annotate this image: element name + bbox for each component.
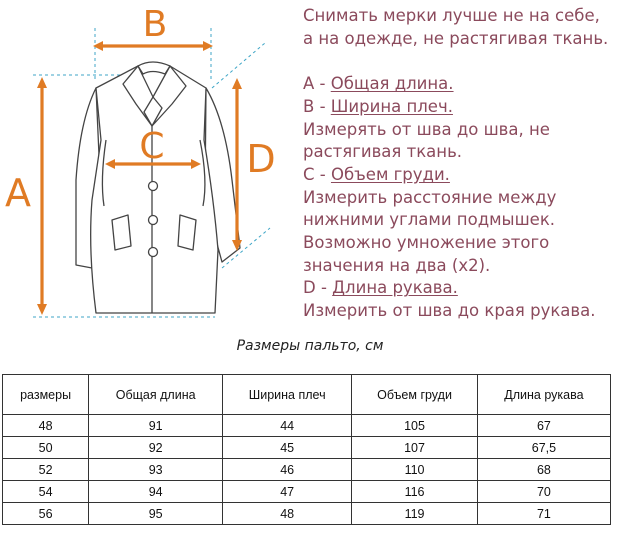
cell-size: 54 [3,481,89,503]
table-header-row [3,375,611,415]
item-c [303,164,618,187]
item-c-prefix: C - [303,164,331,184]
cell-total-length: 94 [89,481,223,503]
table-row [3,481,611,503]
cell-sleeve-length: 67,5 [477,437,610,459]
cell-chest: 119 [352,503,478,525]
table-row [3,437,611,459]
cell-shoulder-width: 48 [223,503,352,525]
header-total-length: Общая длина [89,375,223,415]
table-row [3,459,611,481]
letter-a: A [5,171,31,215]
coat-outline [76,62,240,313]
table-title: Размеры пальто, см [236,338,384,354]
item-d-prefix: D - [303,278,333,298]
item-a [303,73,618,96]
spacer [303,50,618,73]
header-shoulder-width: Ширина плеч [223,375,352,415]
item-c-desc-3: Возможно умножение этого [303,233,550,253]
table-row [3,415,611,437]
table-row [3,503,611,525]
cell-shoulder-width: 44 [223,415,352,437]
item-b-prefix: B - [303,96,331,116]
intro-line-2: а на одежде, не растягивая ткань. [303,28,609,48]
cell-chest: 116 [352,481,478,503]
measurement-instructions [303,5,618,323]
item-c-desc-1: Измерить расстояние между [303,187,557,207]
coat-measurement-diagram [0,0,290,330]
item-d-desc-1: Измерить от шва до края рукава. [303,301,596,321]
cell-shoulder-width: 45 [223,437,352,459]
cell-chest: 107 [352,437,478,459]
item-d-label: Длина рукава. [332,278,458,298]
cell-shoulder-width: 46 [223,459,352,481]
size-table [2,374,611,525]
header-chest: Объем груди [352,375,478,415]
item-c-desc-4: значения на два (x2). [303,255,491,275]
cell-shoulder-width: 47 [223,481,352,503]
letter-b: B [142,4,168,45]
item-b-desc-2: растягивая ткань. [303,142,463,162]
cell-size: 50 [3,437,89,459]
item-b [303,96,618,119]
item-d [303,277,618,300]
intro-line-1: Снимать мерки лучше не на себе, [303,6,600,25]
cell-chest: 105 [352,415,478,437]
cell-sleeve-length: 70 [477,481,610,503]
header-sleeve-length: Длина рукава [477,375,610,415]
cell-total-length: 95 [89,503,223,525]
cell-chest: 110 [352,459,478,481]
item-c-label: Объем груди. [330,164,450,184]
letter-d: D [246,137,276,181]
header-size: размеры [3,375,89,415]
item-a-label: Общая длина. [330,74,454,94]
cell-size: 48 [3,415,89,437]
letter-c: C [139,126,165,167]
item-a-prefix: A - [303,74,331,94]
cell-size: 52 [3,459,89,481]
item-b-label: Ширина плеч. [330,96,453,116]
cell-size: 56 [3,503,89,525]
item-b-desc-1: Измерять от шва до шва, не [303,119,550,139]
cell-total-length: 93 [89,459,223,481]
item-c-desc-2: нижними углами подмышек. [303,210,556,230]
cell-sleeve-length: 71 [477,503,610,525]
cell-total-length: 92 [89,437,223,459]
cell-sleeve-length: 68 [477,459,610,481]
cell-total-length: 91 [89,415,223,437]
cell-sleeve-length: 67 [477,415,610,437]
